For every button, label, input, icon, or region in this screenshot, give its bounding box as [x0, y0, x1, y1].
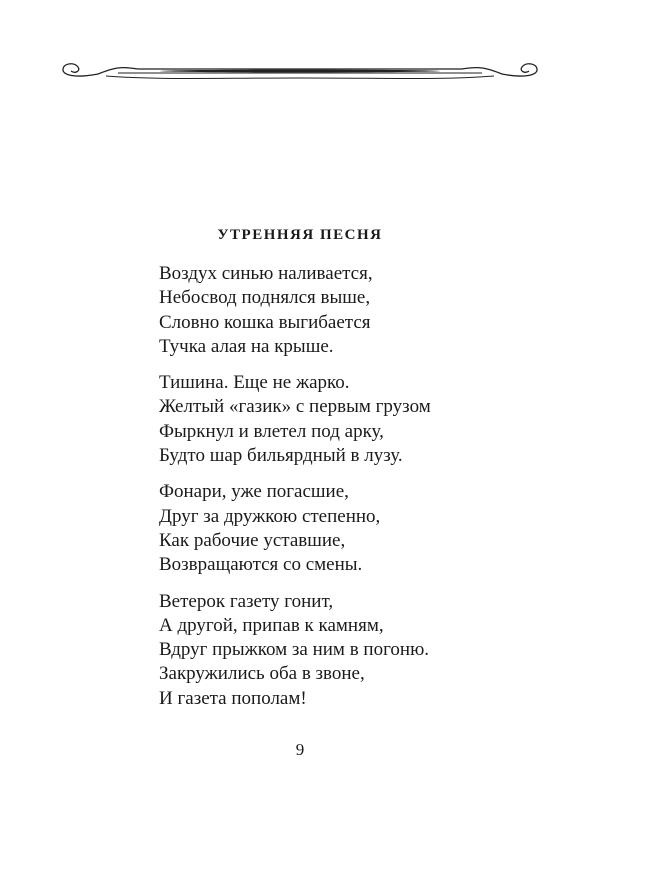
poem-line: Тучка алая на крыше.: [159, 335, 334, 357]
poem-line: Фонари, уже погасшие,: [159, 481, 349, 503]
poem-line: Словно кошка выгибается: [159, 311, 371, 333]
poem-line: А другой, припав к камням,: [159, 614, 384, 636]
poem-title: УТРЕННЯЯ ПЕСНЯ: [217, 227, 383, 243]
poem-line: Небосвод поднялся выше,: [159, 287, 371, 309]
poem-line: И газета пополам!: [159, 687, 307, 709]
poem-line: Фыркнул и влетел под арку,: [159, 420, 384, 442]
poem-line: Ветерок газету гонит,: [159, 590, 334, 612]
poem-line: Возвращаются со смены.: [159, 554, 363, 576]
poem-line: Воздух синью наливается,: [159, 263, 373, 284]
stanza-4: [159, 590, 579, 711]
stanza-2: [159, 371, 579, 468]
stanza-3: [159, 480, 579, 577]
poem-line: Закружились оба в звоне,: [159, 663, 365, 685]
poem-line: Тишина. Еще не жарко.: [159, 372, 350, 394]
page-number: 9: [295, 740, 305, 759]
decorative-header-ornament: [58, 56, 542, 86]
poem-line: Будто шар бильярдный в лузу.: [159, 445, 403, 467]
poem-line: Как рабочие уставшие,: [159, 529, 346, 551]
poem-line: Желтый «газик» с первым грузом: [159, 396, 431, 418]
poem-line: Друг за дружкою степенно,: [159, 505, 381, 527]
stanza-1: [159, 262, 579, 359]
poem-line: Вдруг прыжком за ним в погоню.: [159, 639, 430, 661]
poem-body: [159, 262, 579, 723]
